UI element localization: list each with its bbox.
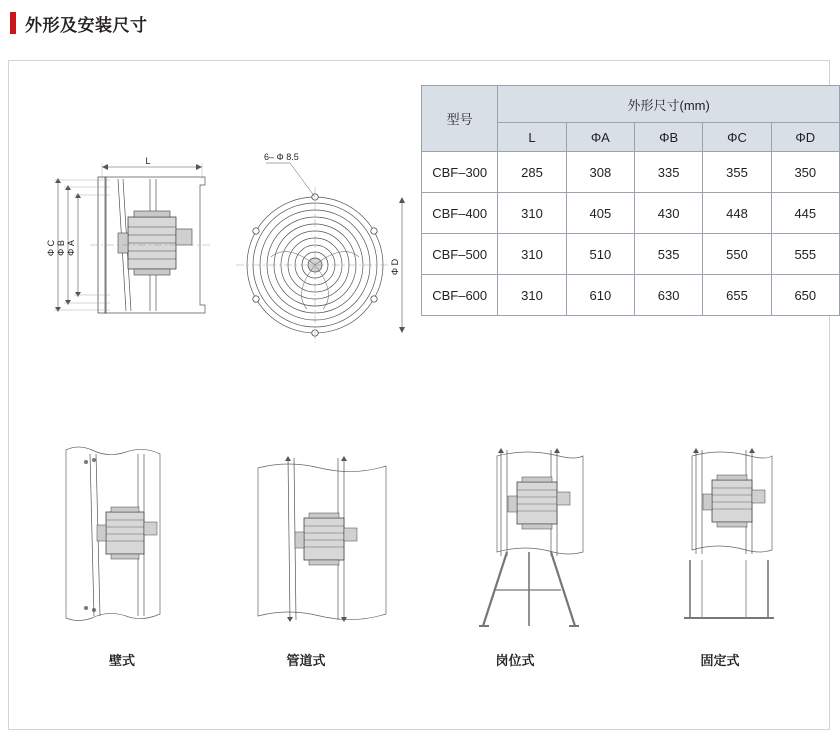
cell-model: CBF–400 [422, 193, 498, 234]
mount-caption-fixed: 固定式 [700, 653, 740, 668]
cell-phi-d: 555 [771, 234, 839, 275]
table-row [422, 152, 840, 193]
cell-phi-d: 445 [771, 193, 839, 234]
cell-phi-b: 430 [635, 193, 703, 234]
dim-label-A: Φ A [66, 240, 76, 256]
cell-L: 310 [498, 275, 566, 316]
table-row [422, 193, 840, 234]
table-head [422, 86, 840, 152]
cell-phi-a: 610 [566, 275, 634, 316]
table-head-row-1 [422, 86, 840, 123]
dim-label-D: Φ D [390, 258, 400, 276]
cell-L: 310 [498, 234, 566, 275]
mount-drawing-duct [240, 450, 400, 630]
header-phi-d: ΦD [771, 123, 839, 152]
table-row [422, 234, 840, 275]
dim-label-B: Φ B [56, 240, 66, 256]
dim-label-L: L [145, 156, 151, 166]
cell-phi-c: 448 [703, 193, 771, 234]
header-phi-c: ΦC [703, 123, 771, 152]
cell-phi-a: 308 [566, 152, 634, 193]
cell-phi-b: 535 [635, 234, 703, 275]
dim-label-C: Φ C [46, 239, 56, 257]
header-L: L [498, 123, 566, 152]
cell-phi-b: 335 [635, 152, 703, 193]
front-view-drawing [230, 145, 410, 360]
mount-drawing-fixed [660, 440, 810, 640]
cell-phi-b: 630 [635, 275, 703, 316]
page-title: 外形及安装尺寸 [25, 15, 148, 35]
header-model: 型号 [422, 86, 498, 152]
mount-drawing-wall [48, 440, 198, 630]
cell-phi-c: 655 [703, 275, 771, 316]
cell-phi-a: 405 [566, 193, 634, 234]
cell-model: CBF–500 [422, 234, 498, 275]
mount-caption-wall: 壁式 [108, 653, 135, 668]
side-view-drawing [30, 155, 220, 355]
cell-phi-a: 510 [566, 234, 634, 275]
dimensions-table [421, 85, 840, 316]
header-dimension-group: 外形尺寸(mm) [498, 86, 840, 123]
cell-phi-c: 550 [703, 234, 771, 275]
header-accent-bar [10, 12, 16, 34]
cell-model: CBF–600 [422, 275, 498, 316]
cell-phi-d: 350 [771, 152, 839, 193]
header-phi-a: ΦA [566, 123, 634, 152]
table-row [422, 275, 840, 316]
mount-caption-duct: 管道式 [286, 653, 326, 668]
mount-caption-post: 岗位式 [495, 653, 535, 668]
cell-phi-c: 355 [703, 152, 771, 193]
page-header [10, 10, 148, 36]
header-phi-b: ΦB [635, 123, 703, 152]
hole-note: 6– Φ 8.5 [264, 152, 299, 162]
cell-phi-d: 650 [771, 275, 839, 316]
cell-model: CBF–300 [422, 152, 498, 193]
table-body [422, 152, 840, 316]
cell-L: 310 [498, 193, 566, 234]
mount-drawing-post [455, 440, 615, 640]
cell-L: 285 [498, 152, 566, 193]
